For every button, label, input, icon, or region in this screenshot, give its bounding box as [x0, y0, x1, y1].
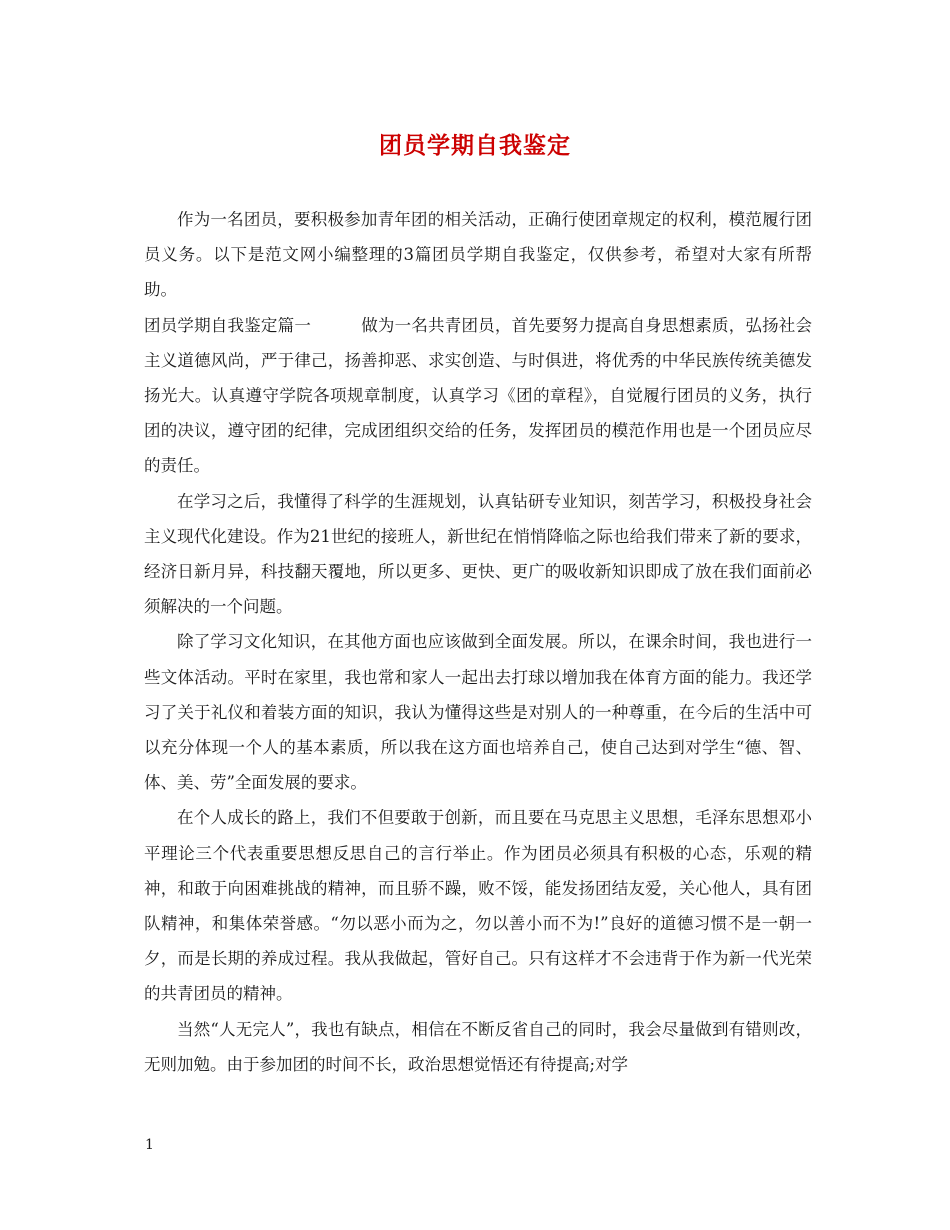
document-body — [144, 202, 812, 1082]
body-paragraph: 除了学习文化知识，在其他方面也应该做到全面发展。所以，在课余时间，我也进行一些文体活动。平时在家里，我也常和家人一起出去打球以增加我在体育方面的能力。我还学习了关于礼仪和着装方面的知识，我认为懂得这些是对别人的一种尊重，在今后的生活中可以充分体现一个人的基本素质，所以我在这方面也培养自己，使自己达到对学生“德、智、体、美、劳”全面发展的要求。 — [144, 632, 812, 793]
body-paragraph: 当然“人无完人”，我也有缺点，相信在不断反省自己的同时，我会尽量做到有错则改，无则加勉。由于参加团的时间不长，政治思想觉悟还有待提高;对学 — [144, 1019, 812, 1074]
body-paragraph: 在学习之后，我懂得了科学的生涯规划，认真钻研专业知识，刻苦学习，积极投身社会主义现代化建设。作为21世纪的接班人，新世纪在悄悄降临之际也给我们带来了新的要求，经济日新月异，科技翻天覆地，所以更多、更快、更广的吸收新知识即成了放在我们面前必须解决的一个问题。 — [144, 491, 812, 617]
intro-paragraph: 作为一名团员，要积极参加青年团的相关活动，正确行使团章规定的权利，模范履行团员义务。以下是范文网小编整理的3篇团员学期自我鉴定，仅供参考，希望对大家有所帮助。 — [144, 210, 812, 300]
section-heading: 团员学期自我鉴定篇一 — [144, 315, 312, 335]
section-paragraph — [144, 308, 812, 484]
document-title: 团员学期自我鉴定 — [379, 132, 571, 159]
section-first-paragraph: 做为一名共青团员，首先要努力提高自身思想素质，弘扬社会主义道德风尚，严于律己，扬善抑恶、求实创造、与时俱进，将优秀的中华民族传统美德发扬光大。认真遵守学院各项规章制度，认真学习《团的章程》，自觉履行团员的义务，执行团的决议，遵守团的纪律，完成团组织交给的任务，发挥团员的模范作用也是一个团员应尽的责任。 — [144, 315, 813, 476]
body-paragraph: 在个人成长的路上，我们不但要敢于创新，而且要在马克思主义思想，毛泽东思想邓小平理论三个代表重要思想反思自己的言行举止。作为团员必须具有积极的心态，乐观的精神，和敢于向困难挑战的精神，而且骄不躁，败不馁，能发扬团结友爱，关心他人，具有团队精神，和集体荣誉感。“勿以恶小而为之，勿以善小而不为!”良好的道德习惯不是一朝一夕，而是长期的养成过程。我从我做起，管好自己。只有这样才不会违背于作为新一代光荣的共青团员的精神。 — [144, 808, 812, 1004]
page-number: 1 — [145, 1137, 154, 1153]
